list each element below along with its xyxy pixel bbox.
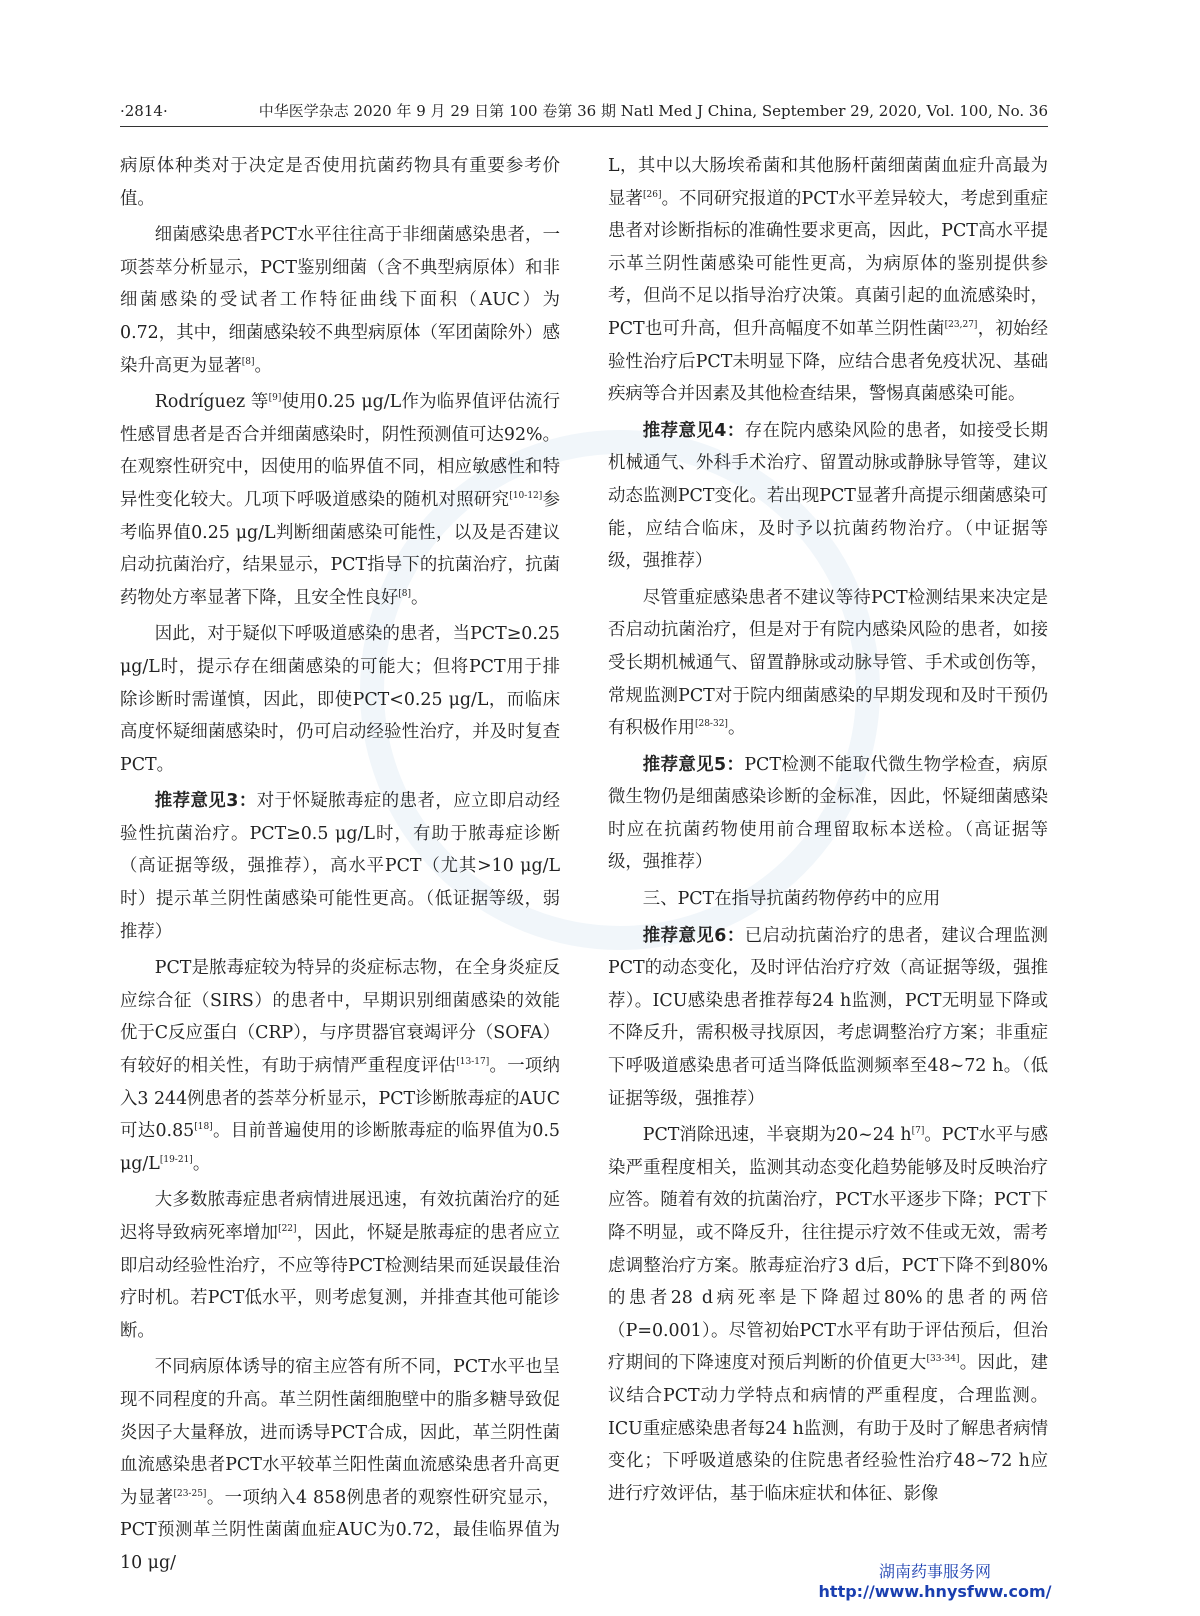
paragraph-text: 。一项纳入4 858例患者的观察性研究显示，PCT预测革兰阴性菌菌血症AUC为0.72，最佳临界值为10 μg/ — [120, 1487, 560, 1573]
paragraph-text: PCT消除迅速，半衰期为20~24 h — [642, 1125, 912, 1146]
paragraph-text: 三、PCT在指导抗菌药物停药中的应用 — [642, 889, 941, 910]
paragraph-text: ，因此，怀疑是脓毒症的患者应立即启动经验性治疗，不应等待PCT检测结果而延误最佳治疗时机。若PCT低水平，则考虑复测，并排查其他可能诊断。 — [120, 1223, 560, 1341]
citation-ref: [23,27] — [944, 320, 978, 331]
citation-ref: [7] — [911, 1126, 925, 1137]
paragraph-q3 — [608, 582, 1048, 745]
paragraph-q2 — [608, 415, 1048, 578]
paragraph-text: ，初始经验性治疗后PCT未明显下降，应结合患者免疫状况、基础疾病等合并因素及其他检查结果，警惕真菌感染可能。 — [608, 318, 1048, 405]
citation-ref: [18] — [194, 1122, 213, 1133]
citation-ref: [8] — [241, 356, 255, 367]
footer-watermark — [800, 1562, 1070, 1602]
citation-ref: [22] — [278, 1224, 297, 1235]
paragraph-p2 — [120, 219, 560, 382]
recommendation-label: 推荐意见4： — [642, 420, 745, 441]
paragraph-text: 使用0.25 μg/L作为临界值评估流行性感冒患者是否合并细菌感染时，阴性预测值可达92%。在观察性研究中，因使用的临界值不同，相应敏感性和特异性变化较大。几项下呼吸道感染的随机对照研究 — [120, 392, 560, 510]
paragraph-text: 尽管重症感染患者不建议等待PCT检测结果来决定是否启动抗菌治疗，但是对于有院内感染风险的患者，如接受长期机械通气、留置静脉或动脉导管、手术或创伤等，常规监测PCT对于院内细菌感染的早期发现和及时干预仍有积极作用 — [608, 587, 1048, 739]
citation-ref: [28-32] — [694, 719, 728, 730]
paragraph-text: 病原体种类对于决定是否使用抗菌药物具有重要参考价值。 — [120, 156, 560, 209]
paragraph-text: PCT检测不能取代微生物学检查，病原微生物仍是细菌感染诊断的金标准，因此，怀疑细菌感染时应在抗菌药物使用前合理留取标本送检。（高证据等级，强推荐） — [608, 754, 1049, 873]
citation-ref: [9] — [268, 393, 282, 404]
paragraph-text: 不同病原体诱导的宿主应答有所不同，PCT水平也呈现不同程度的升高。革兰阴性菌细胞壁中的脂多糖导致促炎因子大量释放，进而诱导PCT合成，因此，革兰阴性菌血流感染患者PCT水平较革兰阳性菌血流感染患者升高更为显著 — [120, 1357, 560, 1508]
citation-ref: [33-34] — [926, 1354, 960, 1365]
paragraph-text: 参考临界值0.25 μg/L判断细菌感染可能性，以及是否建议启动抗菌治疗，结果显示，PCT指导下的抗菌治疗，抗菌药物处方率显著下降，且安全性良好 — [120, 489, 560, 608]
paragraph-p4 — [120, 618, 560, 781]
recommendation-label: 推荐意见6： — [642, 925, 745, 946]
paragraph-text: 。 — [411, 587, 429, 608]
journal-citation: 中华医学杂志 2020 年 9 月 29 日第 100 卷第 36 期 Natl Med J China, September 29, 2020, Vol. 100, No. 36 — [258, 102, 1048, 120]
paragraph-q6 — [608, 920, 1048, 1116]
paragraph-text: 细菌感染患者PCT水平往往高于非细菌感染患者，一项荟萃分析显示，PCT鉴别细菌（含不典型病原体）和非细菌感染的受试者工作特征曲线下面积（AUC）为0.72，其中，细菌感染较不典型病原体（军团菌除外）感染升高更为显著 — [120, 225, 560, 376]
citation-ref: [26] — [642, 189, 662, 200]
site-url[interactable]: http://www.hnysfww.com/ — [818, 1582, 1052, 1601]
paragraph-p6 — [120, 952, 560, 1180]
page-number: ·2814· — [120, 102, 168, 120]
paragraph-text: 。因此，建议结合PCT动力学特点和病情的严重程度，合理监测。ICU重症感染患者每24 h监测，有助于及时了解患者病情变化；下呼吸道感染的住院患者经验性治疗48~72 h应进行疗效评估，基于临床症状和体征、影像 — [608, 1353, 1048, 1504]
left-column — [120, 150, 560, 1584]
paragraph-text: 对于怀疑脓毒症的患者，应立即启动经验性抗菌治疗。PCT≥0.5 μg/L时，有助于脓毒症诊断（高证据等级，强推荐），高水平PCT（尤其>10 μg/L时）提示革兰阴性菌感染可能性更高。（低证据等级，弱推荐） — [120, 791, 560, 942]
citation-ref: [13-17] — [456, 1057, 490, 1068]
right-column — [608, 150, 1048, 1514]
recommendation-label: 推荐意见5： — [642, 754, 745, 775]
paragraph-p3 — [120, 386, 560, 614]
paragraph-q7 — [608, 1119, 1048, 1510]
paragraph-text: 大多数脓毒症患者病情进展迅速，有效抗菌治疗的延迟将导致病死率增加 — [120, 1190, 560, 1243]
recommendation-label: 推荐意见3： — [154, 791, 257, 812]
paragraph-text: 。不同研究报道的PCT水平差异较大，考虑到重症患者对诊断指标的准确性要求更高，因此，PCT高水平提示革兰阴性菌感染可能性更高，为病原体的鉴别提供参考，但尚不足以指导治疗决策。真菌引起的血流感染时，PCT也可升高，但升高幅度不如革兰阴性菌 — [608, 188, 1048, 339]
site-name: 湖南药事服务网 — [878, 1562, 991, 1581]
citation-ref: [8] — [398, 588, 412, 599]
header-rule — [120, 126, 1048, 127]
paragraph-text: 。 — [192, 1153, 211, 1174]
citation-ref: [19-21] — [159, 1155, 193, 1166]
paragraph-q1 — [608, 150, 1048, 411]
paragraph-q4 — [608, 749, 1048, 879]
paragraph-text: 。一项纳入3 244例患者的荟萃分析显示，PCT诊断脓毒症的AUC可达0.85 — [120, 1056, 560, 1142]
paragraph-text: 已启动抗菌治疗的患者，建议合理监测PCT的动态变化，及时评估治疗疗效（高证据等级，强推荐）。ICU感染患者推荐每24 h监测，PCT无明显下降或不降反升，需积极寻找原因，考虑调整治疗方案；非重症下呼吸道感染患者可适当降低监测频率至48~72 h。（低证据等级，强推荐） — [608, 925, 1048, 1109]
running-header — [120, 98, 1048, 124]
paragraph-p8 — [120, 1351, 560, 1579]
paragraph-text: 。PCT水平与感染严重程度相关，监测其动态变化趋势能够及时反映治疗应答。随着有效的抗菌治疗，PCT水平逐步下降；PCT下降不明显，或不降反升，往往提示疗效不佳或无效，需考虑调整治疗方案。脓毒症治疗3 d后，PCT下降不到80%的患者28 d病死率是下降超过80%的患者的两倍（P=0.001）。尽管初始PCT水平有助于评估预后，但治疗期间的下降速度对预后判断的价值更大 — [608, 1125, 1048, 1374]
paragraph-text: 。目前普遍使用的诊断脓毒症的临界值为0.5 μg/L — [120, 1121, 560, 1174]
paragraph-text: Rodríguez 等 — [154, 392, 269, 413]
paragraph-text: 存在院内感染风险的患者，如接受长期机械通气、外科手术治疗、留置动脉或静脉导管等，建议动态监测PCT变化。若出现PCT显著升高提示细菌感染可能，应结合临床，及时予以抗菌药物治疗。（中证据等级，强推荐） — [608, 420, 1048, 572]
paragraph-text: 。 — [254, 355, 272, 376]
paragraph-text: PCT是脓毒症较为特异的炎症标志物，在全身炎症反应综合征（SIRS）的患者中，早期识别细菌感染的效能优于C反应蛋白（CRP），与序贯器官衰竭评分（SOFA）有较好的相关性，有助于病情严重程度评估 — [120, 958, 560, 1077]
paragraph-p7 — [120, 1184, 560, 1347]
citation-ref: [10-12] — [509, 491, 543, 502]
citation-ref: [23-25] — [173, 1488, 207, 1499]
paragraph-p5 — [120, 785, 560, 948]
paragraph-p1 — [120, 150, 560, 215]
paragraph-text: L，其中以大肠埃希菌和其他肠杆菌细菌菌血症升高最为显著 — [608, 156, 1048, 209]
paragraph-text: 因此，对于疑似下呼吸道感染的患者，当PCT≥0.25 μg/L时，提示存在细菌感染的可能大；但将PCT用于排除诊断时需谨慎，因此，即使PCT<0.25 μg/L，而临床高度怀疑细菌感染时，仍可启动经验性治疗，并及时复查PCT。 — [120, 624, 560, 775]
paragraph-text: 。 — [727, 718, 746, 739]
paragraph-q5 — [608, 883, 1048, 916]
